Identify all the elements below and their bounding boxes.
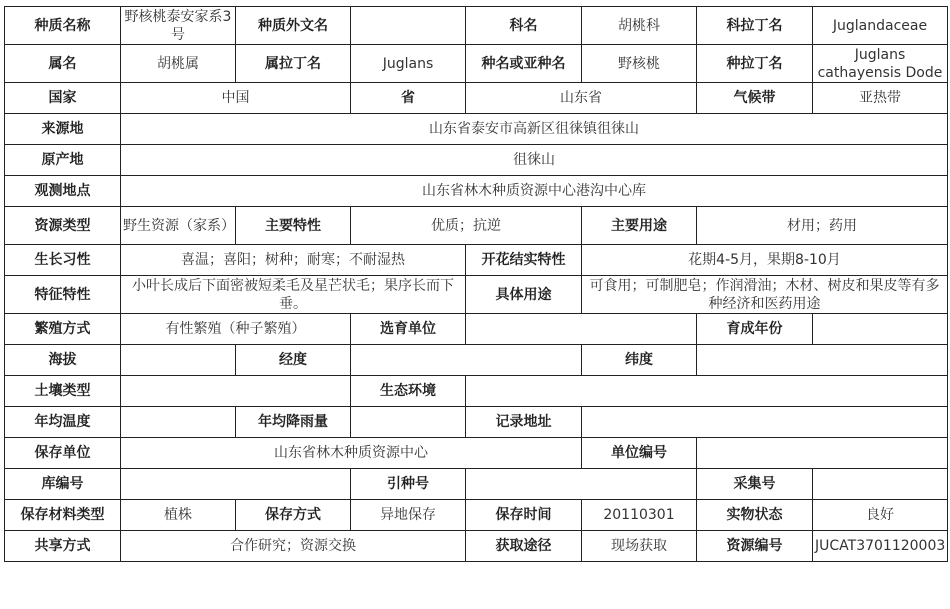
field-label: 年均降雨量	[236, 407, 351, 438]
field-label: 引种号	[351, 469, 466, 500]
field-value	[351, 7, 466, 45]
field-value: 优质；抗逆	[351, 207, 582, 245]
field-value	[466, 314, 697, 345]
field-label: 保存材料类型	[5, 500, 121, 531]
table-row	[5, 176, 948, 207]
field-value: 亚热带	[813, 83, 948, 114]
table-row	[5, 531, 948, 562]
field-label: 纬度	[582, 345, 697, 376]
field-label: 属拉丁名	[236, 45, 351, 83]
table-body	[5, 7, 948, 562]
field-value: 山东省	[466, 83, 697, 114]
field-label: 资源类型	[5, 207, 121, 245]
field-value: 花期4-5月，果期8-10月	[582, 245, 948, 276]
field-value	[121, 469, 351, 500]
field-value: 徂徕山	[121, 145, 948, 176]
field-label: 种质名称	[5, 7, 121, 45]
field-label: 生长习性	[5, 245, 121, 276]
field-label: 科名	[466, 7, 582, 45]
field-value: 野核桃泰安家系3号	[121, 7, 236, 45]
field-value: 胡桃属	[121, 45, 236, 83]
table-row	[5, 276, 948, 314]
field-value	[351, 345, 582, 376]
field-value	[121, 407, 236, 438]
table-row	[5, 469, 948, 500]
field-label: 海拔	[5, 345, 121, 376]
field-value: Juglans	[351, 45, 466, 83]
field-value: 喜温；喜阳；树种；耐寒；不耐湿热	[121, 245, 466, 276]
field-value: 异地保存	[351, 500, 466, 531]
germplasm-info-table	[4, 6, 948, 562]
field-label: 主要用途	[582, 207, 697, 245]
field-label: 主要特性	[236, 207, 351, 245]
field-label: 生态环境	[351, 376, 466, 407]
table-row	[5, 45, 948, 83]
field-value	[582, 407, 948, 438]
field-label: 库编号	[5, 469, 121, 500]
field-value: Juglans cathayensis Dode	[813, 45, 948, 83]
table-row	[5, 7, 948, 45]
table-row	[5, 314, 948, 345]
table-row	[5, 500, 948, 531]
field-label: 保存方式	[236, 500, 351, 531]
field-label: 共享方式	[5, 531, 121, 562]
field-label: 种质外文名	[236, 7, 351, 45]
field-label: 种拉丁名	[697, 45, 813, 83]
field-value: 有性繁殖（种子繁殖）	[121, 314, 351, 345]
field-label: 保存单位	[5, 438, 121, 469]
field-label: 资源编号	[697, 531, 813, 562]
field-value: 山东省林木种质资源中心	[121, 438, 582, 469]
field-value: 植株	[121, 500, 236, 531]
field-label: 原产地	[5, 145, 121, 176]
table-row	[5, 438, 948, 469]
field-value: 20110301	[582, 500, 697, 531]
field-value	[121, 345, 236, 376]
table-row	[5, 345, 948, 376]
field-value: 现场获取	[582, 531, 697, 562]
field-label: 记录地址	[466, 407, 582, 438]
table-row	[5, 376, 948, 407]
field-label: 具体用途	[466, 276, 582, 314]
field-value	[697, 345, 948, 376]
field-label: 单位编号	[582, 438, 697, 469]
field-label: 年均温度	[5, 407, 121, 438]
table-row	[5, 207, 948, 245]
field-value: 山东省泰安市高新区徂徕镇徂徕山	[121, 114, 948, 145]
field-label: 土壤类型	[5, 376, 121, 407]
field-label: 保存时间	[466, 500, 582, 531]
field-label: 种名或亚种名	[466, 45, 582, 83]
table-row	[5, 83, 948, 114]
field-value: 可食用；可制肥皂；作润滑油；木材、树皮和果皮等有多种经济和医药用途	[582, 276, 948, 314]
field-value: 野核桃	[582, 45, 697, 83]
field-label: 属名	[5, 45, 121, 83]
field-value	[351, 407, 466, 438]
field-label: 特征特性	[5, 276, 121, 314]
field-value: 胡桃科	[582, 7, 697, 45]
field-label: 实物状态	[697, 500, 813, 531]
field-label: 国家	[5, 83, 121, 114]
field-label: 省	[351, 83, 466, 114]
field-value: 山东省林木种质资源中心港沟中心库	[121, 176, 948, 207]
field-label: 繁殖方式	[5, 314, 121, 345]
field-value	[466, 469, 697, 500]
field-value: 合作研究；资源交换	[121, 531, 466, 562]
field-label: 气候带	[697, 83, 813, 114]
field-label: 育成年份	[697, 314, 813, 345]
field-value: 小叶长成后下面密被短柔毛及星芒状毛；果序长而下垂。	[121, 276, 466, 314]
field-label: 采集号	[697, 469, 813, 500]
field-label: 来源地	[5, 114, 121, 145]
field-value: Juglandaceae	[813, 7, 948, 45]
table-row	[5, 114, 948, 145]
table-row	[5, 407, 948, 438]
field-value: 材用；药用	[697, 207, 948, 245]
table-row	[5, 145, 948, 176]
field-value: 良好	[813, 500, 948, 531]
field-value	[697, 438, 948, 469]
field-value	[121, 376, 351, 407]
field-label: 选育单位	[351, 314, 466, 345]
field-value	[813, 469, 948, 500]
field-label: 观测地点	[5, 176, 121, 207]
field-value	[813, 314, 948, 345]
field-value	[466, 376, 948, 407]
field-value: JUCAT3701120003	[813, 531, 948, 562]
field-value: 野生资源（家系）	[121, 207, 236, 245]
field-value: 中国	[121, 83, 351, 114]
field-label: 获取途径	[466, 531, 582, 562]
field-label: 经度	[236, 345, 351, 376]
field-label: 开花结实特性	[466, 245, 582, 276]
table-row	[5, 245, 948, 276]
field-label: 科拉丁名	[697, 7, 813, 45]
